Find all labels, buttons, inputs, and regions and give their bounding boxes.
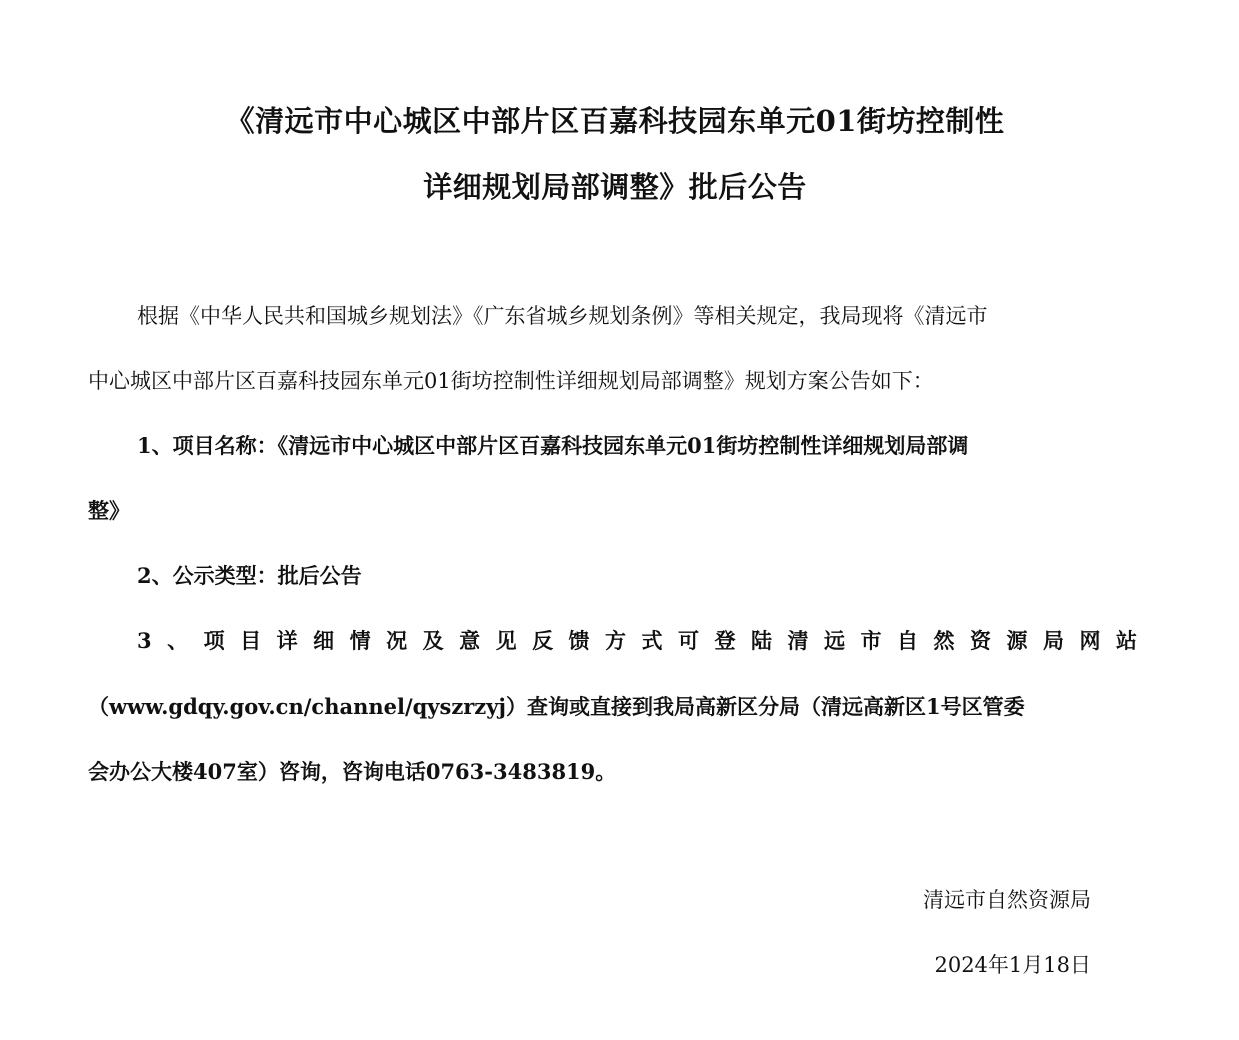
item-1-line-2: 整》 bbox=[88, 498, 130, 523]
item-3-line-3: 会办公大楼407室）咨询，咨询电话0763-3483819。 bbox=[88, 759, 617, 784]
intro-line-1: 根据《中华人民共和国城乡规划法》《广东省城乡规划条例》等相关规定，我局现将《清远市 bbox=[137, 304, 988, 328]
item-2-line-1: 2、公示类型：批后公告 bbox=[137, 563, 362, 588]
title-line-2: 详细规划局部调整》批后公告 bbox=[423, 170, 807, 204]
intro-line-2: 中心城区中部片区百嘉科技园东单元01街坊控制性详细规划局部调整》规划方案公告如下： bbox=[88, 369, 934, 393]
item-3-line-1: 3、项目详细情况及意见反馈方式可登陆清远市自然资源局网站 bbox=[137, 628, 1137, 653]
item-1-line-1: 1、项目名称：《清远市中心城区中部片区百嘉科技园东单元01街坊控制性详细规划局部调 bbox=[137, 433, 969, 458]
signature-org: 清远市自然资源局 bbox=[923, 888, 1091, 912]
signature-date: 2024年1月18日 bbox=[934, 953, 1091, 977]
title-line-1: 《清远市中心城区中部片区百嘉科技园东单元01街坊控制性 bbox=[225, 104, 1005, 138]
item-3-line-2: （www.gdqy.gov.cn/channel/qyszrzyj）查询或直接到我局高新区分局（清远高新区1号区管委 bbox=[88, 694, 1025, 719]
